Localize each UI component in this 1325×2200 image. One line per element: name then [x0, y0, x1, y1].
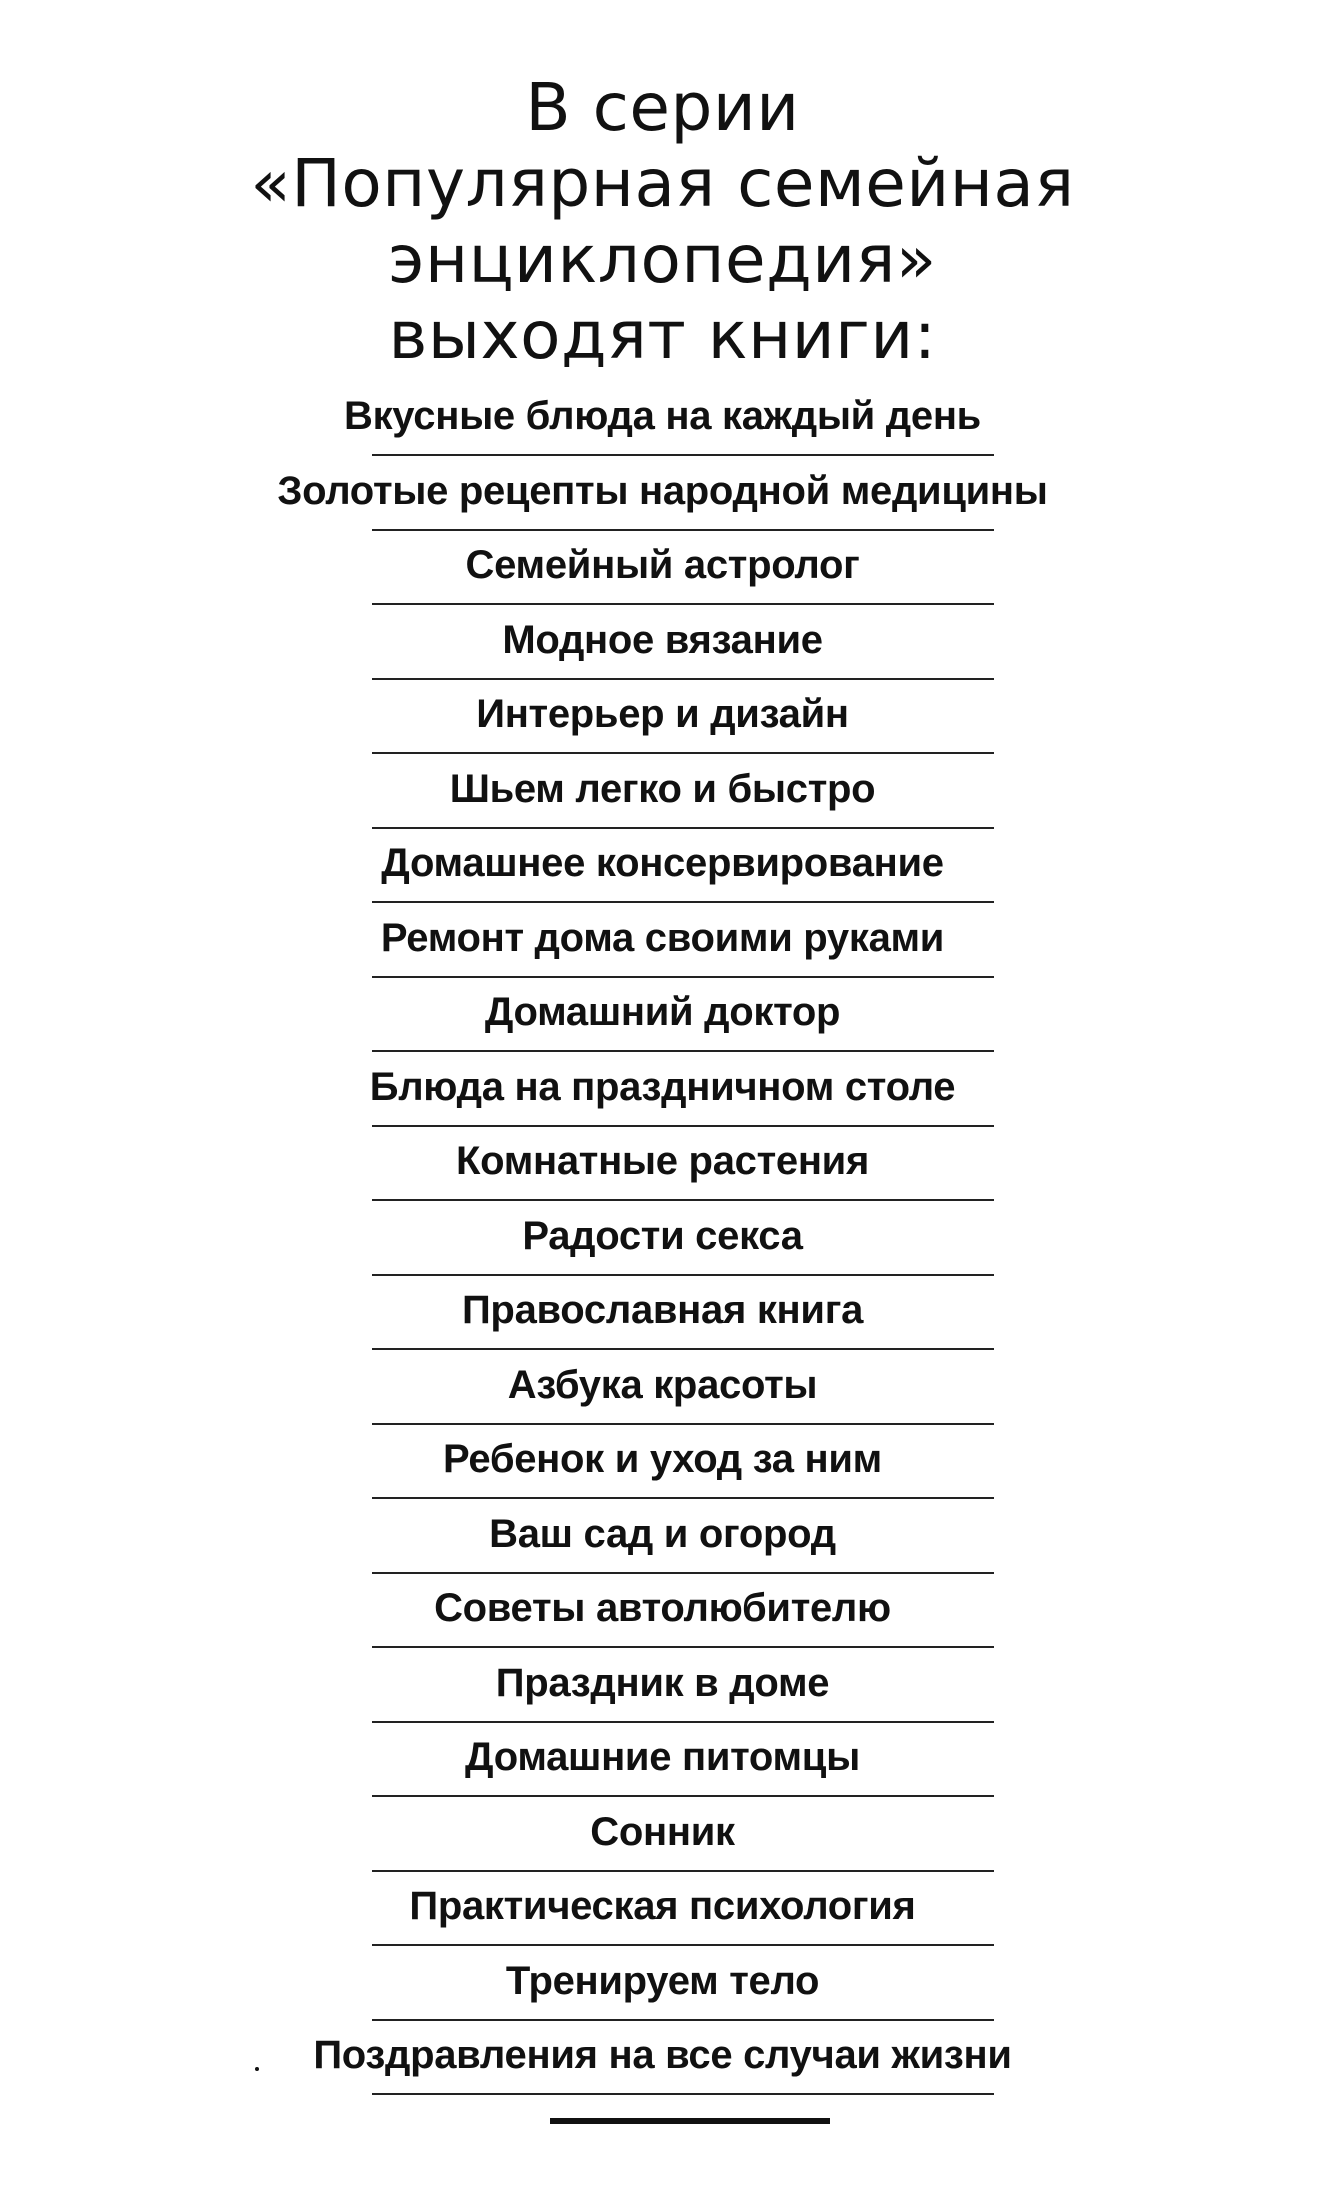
book-list-item [0, 978, 1325, 1053]
book-list-item [0, 1500, 1325, 1575]
book-list-item [0, 680, 1325, 755]
book-title: Сонник [590, 1809, 735, 1854]
end-rule [550, 2118, 830, 2124]
book-list-item [0, 2021, 1325, 2096]
book-list-item [0, 457, 1325, 532]
book-list-item [0, 1649, 1325, 1724]
book-list-item [0, 755, 1325, 830]
book-title: Домашние питомцы [465, 1735, 860, 1779]
book-title: Домашнее консервирование [381, 841, 944, 885]
book-list-item [0, 1053, 1325, 1128]
header-line-3: выходят книги: [388, 297, 937, 374]
book-title: Ребенок и уход за ним [443, 1437, 882, 1481]
book-list-item [0, 904, 1325, 979]
book-title: Тренируем тело [505, 1958, 820, 2003]
book-title: Ваш сад и огород [489, 1511, 836, 1556]
book-title: Ремонт дома своими руками [380, 915, 945, 960]
book-title: Модное вязание [502, 617, 823, 662]
book-title: Золотые рецепты народной медицины [277, 468, 1048, 513]
book-title: Домашний доктор [484, 990, 841, 1034]
book-list-item [0, 1574, 1325, 1649]
book-title: Православная книга [461, 1288, 864, 1332]
book-title: Интерьер и дизайн [476, 692, 849, 736]
book-list-item [0, 1202, 1325, 1277]
book-title: Семейный астролог [465, 543, 860, 587]
book-list-item [0, 1723, 1325, 1798]
header-series-name: «Популярная семейная энциклопедия» [250, 145, 1075, 298]
book-list-item [0, 1276, 1325, 1351]
book-list-item [0, 531, 1325, 606]
header-line-1: В серии [525, 69, 800, 146]
book-title: Советы автолюбителю [434, 1586, 891, 1630]
book-list-item [0, 1872, 1325, 1947]
book-title: Праздник в доме [495, 1660, 830, 1705]
stray-dot [255, 2067, 259, 2071]
book-list [0, 382, 1325, 2096]
book-title: Вкусные блюда на каждый день [344, 394, 981, 438]
book-title: Шьем легко и быстро [449, 766, 876, 811]
book-list-item [0, 1798, 1325, 1873]
book-title: Комнатные растения [455, 1139, 870, 1183]
book-list-item [0, 1127, 1325, 1202]
book-title: Практическая психология [409, 1884, 916, 1928]
book-list-item [0, 1351, 1325, 1426]
book-title: Радости секса [522, 1213, 803, 1258]
divider-rule [372, 2093, 994, 2095]
book-list-item [0, 606, 1325, 681]
book-title: Поздравления на все случаи жизни [313, 2033, 1012, 2077]
series-header [0, 70, 1325, 374]
book-list-item [0, 1947, 1325, 2022]
book-list-item [0, 382, 1325, 457]
book-list-item [0, 1425, 1325, 1500]
book-title: Блюда на праздничном столе [369, 1064, 956, 1109]
book-list-item [0, 829, 1325, 904]
book-title: Азбука красоты [507, 1362, 818, 1407]
